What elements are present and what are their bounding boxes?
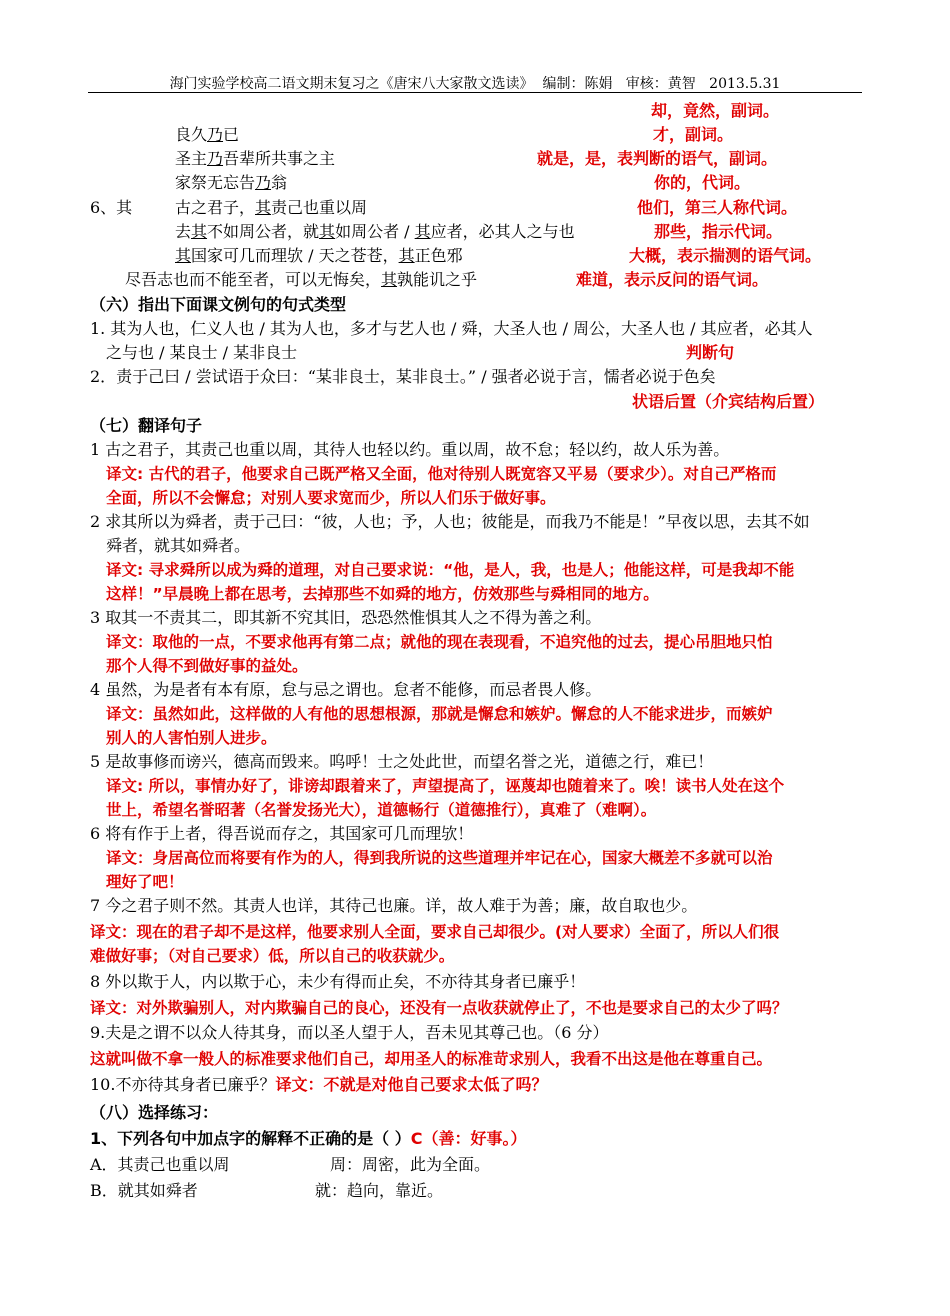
example-line: 尽吾志也而不能至者，可以无悔矣，其孰能讥之乎 [125,270,478,289]
translation-line: 译文: 所以，事情办好了，诽谤却跟着来了，声望提高了，诬蔑却也随着来了。唉！读书人处在这个 [106,777,785,795]
translation-line: 译文：虽然如此，这样做的人有他的思想根源，那就是懈怠和嫉妒。懈怠的人不能求进步，而嫉妒 [106,705,773,723]
question-line: 1、下列各句中加点字的解释不正确的是（ ）C（善：好事。） [90,1129,527,1148]
question-line: 之与也 / 某良士 / 某非良士 [106,343,298,362]
example-line: 家祭无忘告乃翁 [175,173,288,192]
source-sentence: 10.不亦待其身者已廉乎？译文：不就是对他自己要求太低了吗？ [90,1075,548,1094]
translation-line: 译文: 寻求舜所以成为舜的道理，对自己要求说：“他，是人，我，也是人；他能这样，可是我却不能 [106,561,795,579]
section-heading: （七）翻译句子 [90,416,203,435]
explanation-note: 大概，表示揣测的语气词。 [629,246,822,265]
translation-line: 难做好事；（对自己要求）低，所以自己的收获就少。 [90,947,455,965]
translation-line: 世上，希望名誉昭著（名誉发扬光大），道德畅行（道德推行），真难了（难啊）。 [106,801,657,819]
source-sentence: 1 古之君子，其责己也重以周，其待人也轻以约。重以周，故不怠；轻以约，故人乐为善。 [90,440,730,459]
example-line: 良久乃已 [175,125,240,144]
translation-line: 这样！”早晨晚上都在思考，去掉那些不如舜的地方，仿效那些与舜相同的地方。 [106,585,659,603]
section-heading: （六）指出下面课文例句的句式类型 [90,295,347,314]
note-que: 却，竟然，副词。 [651,101,780,120]
translation-line: 译文：对外欺骗别人，对内欺骗自己的良心，还没有一点收获就停止了，不也是要求自己的太少了吗？ [90,999,788,1017]
explanation-note: 那些，指示代词。 [654,222,783,241]
section-heading: （八）选择练习： [90,1103,219,1122]
explanation-note: 就是，是，表判断的语气，副词。 [537,149,778,168]
source-sentence: 5 是故事修而谤兴，德高而毁来。呜呼！士之处此世，而望名誉之光，道德之行，难已！ [90,752,714,771]
source-sentence: 7 今之君子则不然。其责人也详，其待己也廉。详，故人难于为善；廉，故自取也少。 [90,896,698,915]
translation-line: 全面，所以不会懈怠；对别人要求宽而少，所以人们乐于做好事。 [106,489,556,507]
item-label: 6、其 [90,198,133,217]
example-line: 古之君子，其责己也重以周 [175,198,368,217]
example-line: 去其不如周公者，就其如周公者 / 其应者，必其人之与也 [175,222,575,241]
explanation-note: 他们，第三人称代词。 [637,198,798,217]
source-sentence: 2 求其所以为舜者，责于己曰：“彼，人也；予，人也；彼能是，而我乃不能是！”早夜以思，去其不如 [90,512,810,531]
answer-label: 判断句 [686,343,735,362]
source-sentence: 4 虽然，为是者有本有原，怠与忌之谓也。怠者不能修，而忌者畏人修。 [90,680,602,699]
translation-line: 这就叫做不拿一般人的标准要求他们自己，却用圣人的标准苛求别人，我看不出这是他在尊重自己。 [90,1050,773,1068]
translation-line: 理好了吧！ [106,873,184,891]
example-line: 其国家可几而理欤 / 天之苍苍，其正色邪 [175,246,463,265]
explanation-note: 难道，表示反问的语气词。 [576,270,769,289]
explanation-note: 才，副词。 [653,125,734,144]
translation-line: 译文：现在的君子却不是这样，他要求别人全面，要求自己却很少。(对人要求）全面了，所以人们很 [90,923,780,941]
explanation-note: 你的，代词。 [654,173,751,192]
source-sentence: 舜者，就其如舜者。 [106,536,251,555]
translation-line: 别人的人害怕别人进步。 [106,729,277,747]
option-b-explanation: 就：趋向，靠近。 [315,1181,444,1200]
answer-label: 状语后置（介宾结构后置） [632,392,825,411]
question-line: 1. 其为人也，仁义人也 / 其为人也，多才与艺人也 / 舜，大圣人也 / 周公，大圣人也 / 其应者，必其人 [90,319,813,338]
question-line: 2．责于己曰 / 尝试语于众曰：“某非良士，某非良士。” / 强者必说于言，懦者必说于色矣 [90,367,716,386]
header-rule [88,92,862,93]
source-sentence: 8 外以欺于人，内以欺于心，未少有得而止矣，不亦待其身者已廉乎！ [90,972,586,991]
source-sentence: 9.夫是之谓不以众人待其身，而以圣人望于人，吾未见其尊己也。（6 分） [90,1023,609,1042]
option-b: B．就其如舜者 [90,1181,198,1200]
source-sentence: 3 取其一不责其二，即其新不究其旧，恐恐然惟惧其人之不得为善之利。 [90,608,602,627]
page-header: 海门实验学校高二语文期末复习之《唐宋八大家散文选读》 编制：陈娟 审核：黄智 2013.5.31 [169,76,781,92]
source-sentence: 6 将有作于上者，得吾说而存之，其国家可几而理欤！ [90,824,474,843]
translation-line: 译文：取他的一点，不要求他再有第二点；就他的现在表现看，不追究他的过去，提心吊胆地只怕 [106,633,773,651]
option-a: A．其责己也重以周 [90,1155,230,1174]
option-a-explanation: 周：周密，此为全面。 [330,1155,491,1174]
translation-line: 那个人得不到做好事的益处。 [106,657,308,675]
example-line: 圣主乃吾辈所共事之主 [175,149,336,168]
translation-line: 译文：身居高位而将要有作为的人，得到我所说的这些道理并牢记在心，国家大概差不多就可以治 [106,849,773,867]
translation-line: 译文: 古代的君子，他要求自己既严格又全面，他对待别人既宽容又平易（要求少）。对自己严格而 [106,465,777,483]
